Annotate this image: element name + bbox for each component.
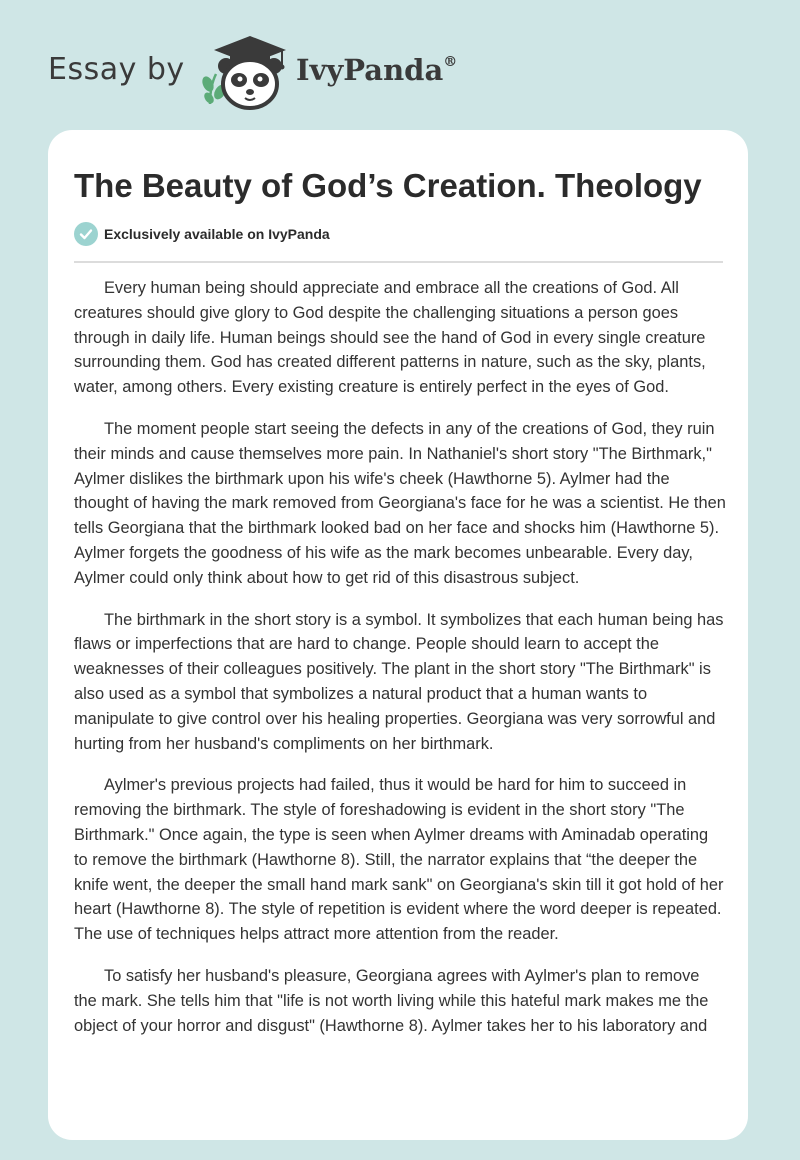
essay-card xyxy=(48,130,748,1140)
paragraph: The birthmark in the short story is a symbol. It symbolizes that each human being has flaws or imperfections that are hard to change. People should learn to accept the weaknesses of their colleagues positively. The plant in the short story "The Birthmark" is also used as a symbol that symbolizes a natural product that a human wants to manipulate to give control over his healing properties. Georgiana was very sorrowful and hurting from her husband's compliments on her birthmark. xyxy=(74,610,724,753)
panda-graduate-logo-icon[interactable] xyxy=(200,34,290,110)
checkmark-icon xyxy=(74,222,98,246)
paragraph: To satisfy her husband's pleasure, Georgiana agrees with Aylmer's plan to remove the mark. She tells him that "life is not worth living while this hateful mark makes me the object of your horror and disgust" (Hawthorne 8). Aylmer takes her to his laboratory and xyxy=(74,966,709,1035)
paragraph: The moment people start seeing the defects in any of the creations of God, they ruin their minds and cause themselves more pain. In Nathaniel's short story "The Birthmark," Aylmer dislikes the birthmark upon his wife's cheek (Hawthorne 5). Aylmer had the thought of having the mark removed from Georgiana's face for he was a scientist. He then tells Georgiana that the birthmark looked bad on her face and shocks him (Hawthorne 5). Aylmer forgets the goodness of his wife as the mark becomes unbearable. Every day, Aylmer could only think about how to get rid of this disastrous subject. xyxy=(74,419,726,587)
exclusive-badge xyxy=(74,222,330,246)
site-header xyxy=(0,0,800,130)
essay-body xyxy=(74,276,726,1055)
brand-prefix: Essay by xyxy=(48,52,185,87)
badge-text: Exclusively available on IvyPanda xyxy=(104,226,330,242)
brand-name-text: IvyPanda xyxy=(296,53,444,87)
brand-name[interactable] xyxy=(296,53,457,87)
paragraph: Every human being should appreciate and embrace all the creations of God. All creatures should give glory to God despite the challenging situations a person goes through in daily life. Human beings should see the hand of God in every single creature surrounding them. God has created different patterns in nature, such as the sky, plants, water, among others. Every existing creature is entirely perfect in the eyes of God. xyxy=(74,279,706,397)
page-title: The Beauty of God’s Creation. Theology xyxy=(74,167,702,204)
registered-mark: ® xyxy=(443,54,458,70)
paragraph: Aylmer's previous projects had failed, thus it would be hard for him to succeed in removing the birthmark. The style of foreshadowing is evident in the short story "The Birthmark." Once again, the type is seen when Aylmer dreams with Aminadab operating to remove the birthmark (Hawthorne 8). Still, the narrator explains that “the deeper the knife went, the deeper the small hand mark sank" on Georgiana's skin till it got hold of her heart (Hawthorne 8). The style of repetition is evident where the word deeper is repeated. The use of techniques helps attract more attention from the reader. xyxy=(74,776,724,944)
divider xyxy=(74,261,723,263)
